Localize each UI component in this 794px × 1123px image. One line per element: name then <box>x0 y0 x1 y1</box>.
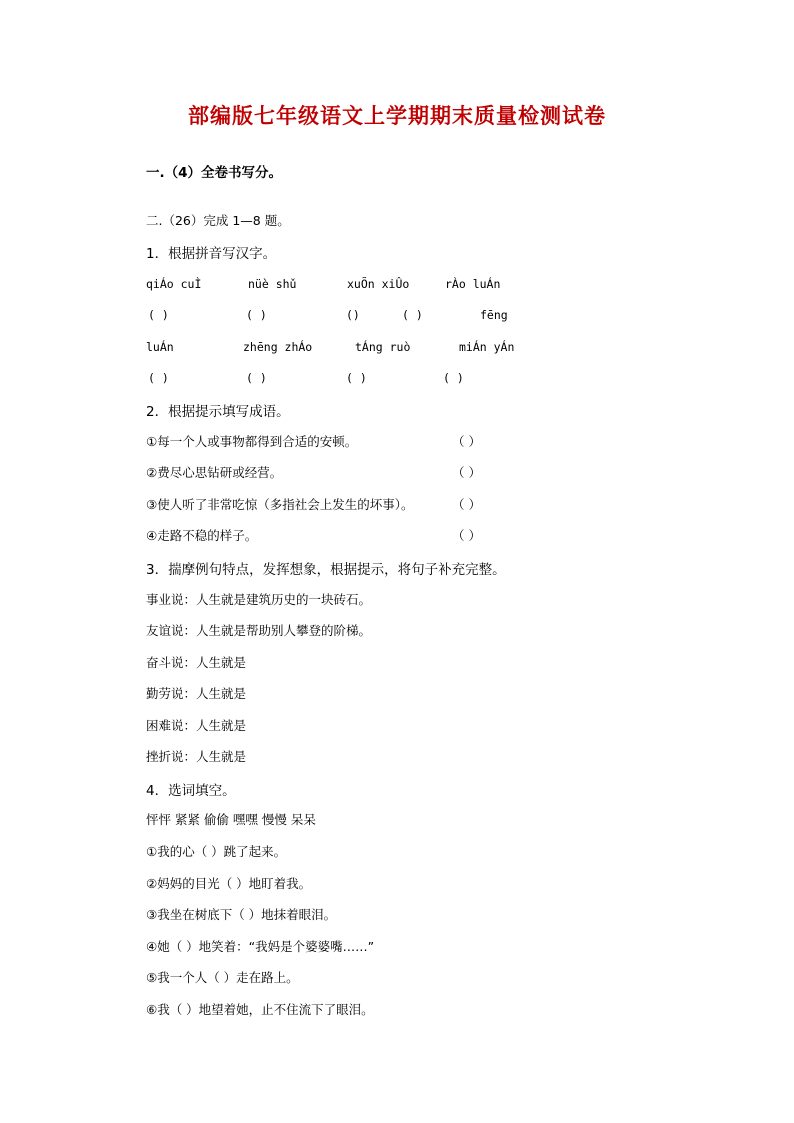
sentence-line: 困难说：人生就是 <box>146 718 247 733</box>
section-2-heading: 二.（26）完成 1—8 题。 <box>146 213 290 228</box>
idiom-prompt: ①每一个人或事物都得到合适的安顿。 <box>146 434 358 449</box>
pinyin-item: rÀo luÁn <box>445 277 501 291</box>
fill-item: ②妈妈的目光（ ）地盯着我。 <box>146 876 312 891</box>
answer-blank: ( ) <box>346 371 367 385</box>
idiom-prompt: ②费尽心思钻研或经营。 <box>146 465 283 480</box>
pinyin-item: qiÁo cuÌ <box>146 277 202 291</box>
answer-blank: ( ) <box>246 308 267 322</box>
sentence-line: 勤劳说：人生就是 <box>146 686 247 701</box>
answer-blank: ( ) <box>402 308 423 322</box>
answer-blank: （ ） <box>452 497 481 512</box>
pinyin-item: miÁn yÁn <box>459 340 515 354</box>
q2-heading: 2．根据提示填写成语。 <box>146 404 290 420</box>
pinyin-item: xuÕn xiÛo <box>347 277 410 291</box>
answer-blank: （ ） <box>452 528 481 543</box>
fill-item: ⑥我（ ）地望着她，止不住流下了眼泪。 <box>146 1002 374 1017</box>
answer-blank: ( ) <box>148 308 169 322</box>
answer-blank: ( ) <box>443 371 464 385</box>
pinyin-item: nüè shǔ <box>248 277 297 291</box>
answer-blank: （ ） <box>452 434 481 449</box>
sentence-line: 奋斗说：人生就是 <box>146 655 247 670</box>
sentence-line: 挫折说：人生就是 <box>146 749 247 764</box>
pinyin-item: zhēng zhÁo <box>243 340 313 354</box>
pinyin-item: luÁn <box>146 340 174 354</box>
answer-blank: () <box>346 308 360 322</box>
answer-blank: （ ） <box>452 465 481 480</box>
pinyin-item: fēng <box>480 308 508 322</box>
sentence-line: 事业说：人生就是建筑历史的一块砖石。 <box>146 592 372 607</box>
fill-item: ③我坐在树底下（ ）地抹着眼泪。 <box>146 907 337 922</box>
answer-blank: ( ) <box>246 371 267 385</box>
fill-item: ④她（ ）地笑着：“我妈是个婆婆嘴……” <box>146 939 375 954</box>
fill-item: ①我的心（ ）跳了起来。 <box>146 844 287 859</box>
q3-heading: 3．揣摩例句特点，发挥想象，根据提示，将句子补充完整。 <box>146 562 506 578</box>
answer-blank: ( ) <box>148 371 169 385</box>
idiom-prompt: ④走路不稳的样子。 <box>146 528 258 543</box>
pinyin-item: tÁng ruò <box>355 340 411 354</box>
q1-heading: 1．根据拼音写汉字。 <box>146 246 277 262</box>
idiom-prompt: ③使人听了非常吃惊（多指社会上发生的坏事）。 <box>146 497 414 512</box>
sentence-line: 友谊说：人生就是帮助别人攀登的阶梯。 <box>146 623 372 638</box>
q4-heading: 4．选词填空。 <box>146 783 236 799</box>
fill-item: ⑤我一个人（ ）走在路上。 <box>146 970 299 985</box>
word-bank: 怦怦 紧紧 偷偷 嘿嘿 慢慢 呆呆 <box>146 812 316 827</box>
section-1-heading: 一.（4）全卷书写分。 <box>146 165 283 181</box>
page-title: 部编版七年级语文上学期期末质量检测试卷 <box>188 103 606 128</box>
